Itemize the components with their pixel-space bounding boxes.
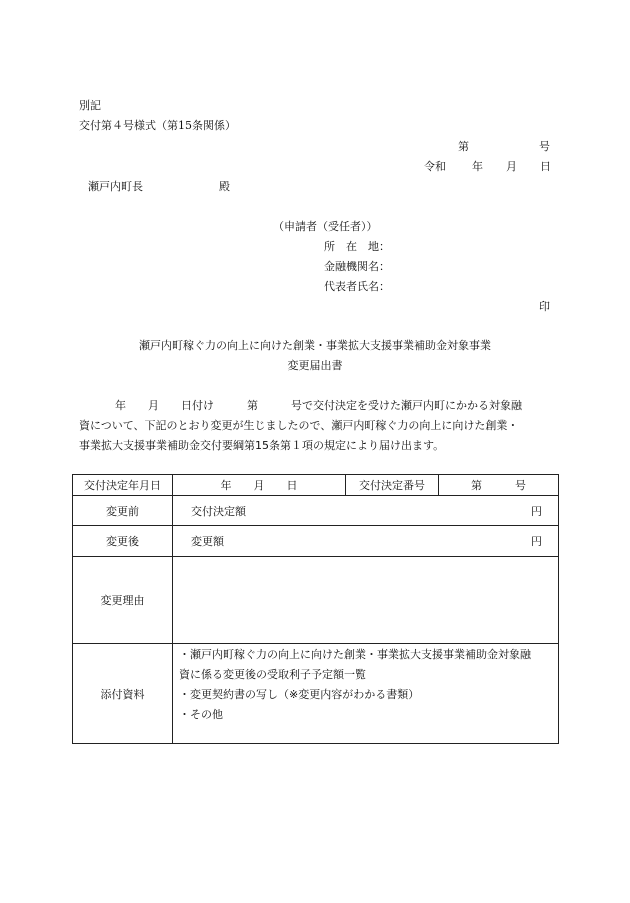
applicant-fields (190, 238, 390, 298)
before-change-label: 変更前 (73, 496, 173, 526)
day-label: 日 (540, 160, 551, 173)
after-change-cell (173, 526, 559, 557)
table-row (73, 475, 559, 496)
attachment-item-continued: 資に係る変更後の受取利子予定額一覧 (179, 668, 366, 681)
body-line-3: 事業拡大支援事業補助金交付要綱第15条第１項の規定により届け出ます。 (79, 439, 445, 452)
month-label: 月 (506, 160, 517, 173)
addressee-name: 瀬戸内町長 (88, 180, 143, 193)
table-row (73, 526, 559, 557)
attachment-item: ・その他 (179, 708, 223, 721)
date-line (0, 158, 630, 174)
field-representative-label: 代表者氏名： (324, 280, 390, 293)
field-bank-name (190, 258, 390, 274)
field-address (190, 238, 390, 254)
change-form-table (72, 474, 559, 744)
grant-amount-label: 交付決定額 (191, 504, 246, 518)
go-label: 号 (539, 140, 550, 153)
dai-label: 第 (458, 140, 469, 153)
annex-label: 別記 (79, 99, 101, 112)
seal-mark: 印 (539, 300, 550, 313)
document-number-line (0, 138, 630, 154)
year-label: 年 (472, 160, 483, 173)
changed-amount-label: 変更額 (191, 535, 224, 548)
era-label: 令和 (424, 160, 446, 173)
addressee-honorific: 殿 (219, 180, 230, 193)
decision-date-value: 年 月 日 (173, 475, 346, 496)
after-change-label: 変更後 (73, 526, 173, 557)
document-title-line1: 瀬戸内町稼ぐ力の向上に向けた創業・事業拡大支援事業補助金対象事業 (139, 339, 491, 352)
attachment-item: ・瀬戸内町稼ぐ力の向上に向けた創業・事業拡大支援事業補助金対象融 (179, 648, 531, 661)
attachments-cell (173, 644, 559, 744)
field-bank-name-label: 金融機関名： (324, 260, 390, 273)
decision-date-label: 交付決定年月日 (73, 475, 173, 496)
applicant-heading: （申請者（受任者）） (273, 220, 378, 233)
table-row (73, 496, 559, 526)
change-reason-label: 変更理由 (73, 557, 173, 644)
body-line-1: 年 月 日付け 第 号で交付決定を受けた瀬戸内町にかかる対象融 (115, 399, 522, 412)
attachment-item: ・変更契約書の写し（※変更内容がわかる書類） (179, 688, 420, 701)
decision-number-label: 交付決定番号 (346, 475, 439, 496)
yen-unit-before: 円 (531, 504, 542, 518)
table-row (73, 644, 559, 744)
yen-unit-after: 円 (531, 535, 542, 548)
document-title-line2: 変更届出書 (287, 359, 343, 372)
form-number-title: 交付第４号様式（第15条関係） (79, 119, 236, 132)
before-change-cell (173, 496, 559, 526)
field-address-label: 所 在 地： (324, 240, 390, 253)
attachments-label: 添付資料 (73, 644, 173, 744)
change-reason-cell (173, 557, 559, 644)
field-representative (190, 278, 390, 294)
body-line-2: 資について、下記のとおり変更が生じましたので、瀬戸内町稼ぐ力の向上に向けた創業・ (79, 419, 519, 432)
decision-number-value: 第 号 (439, 475, 559, 496)
table-row (73, 557, 559, 644)
